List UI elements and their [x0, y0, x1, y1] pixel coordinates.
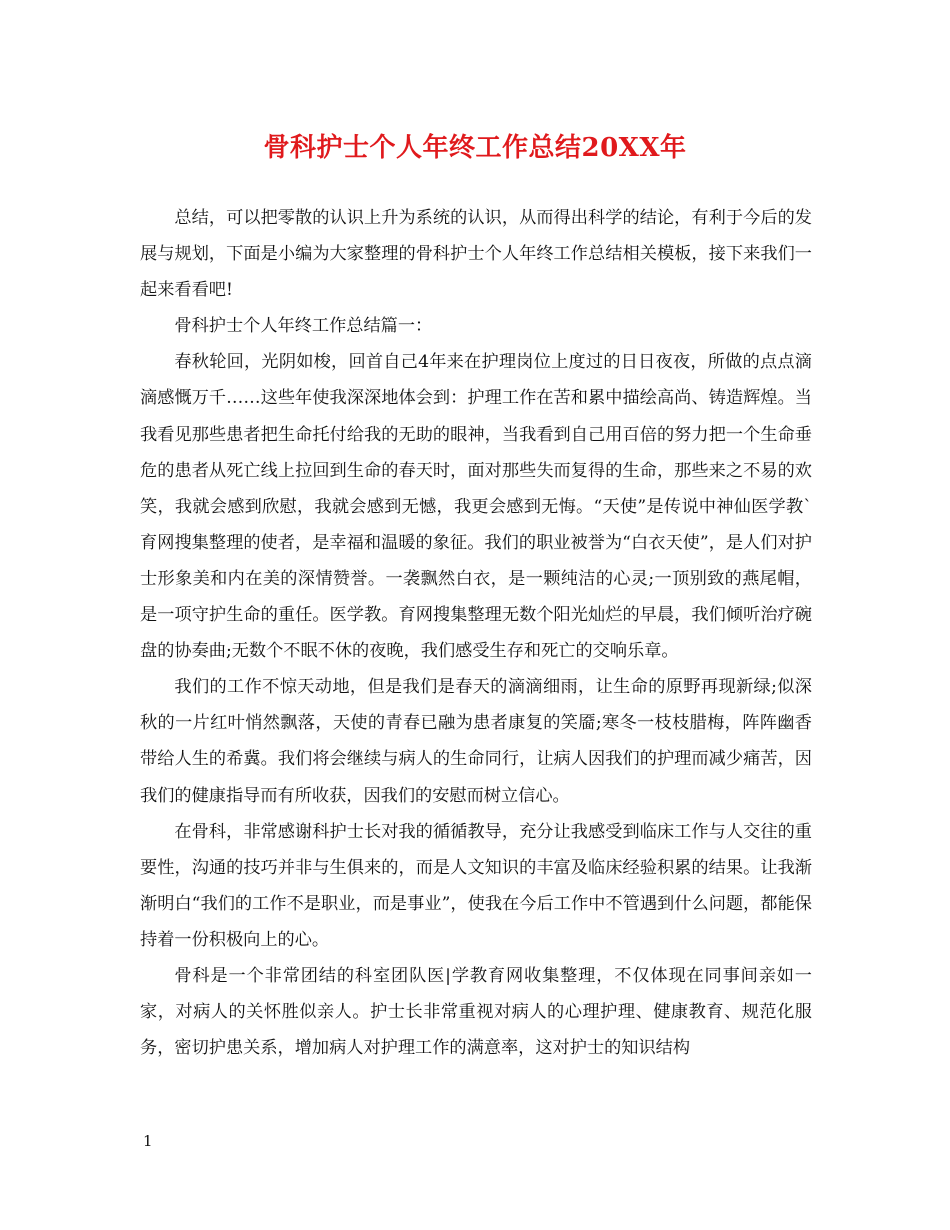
page-number: 1 — [143, 1132, 153, 1150]
document-body — [140, 200, 812, 1066]
paragraph: 骨科是一个非常团结的科室团队医|学教育网收集整理，不仅体现在同事间亲如一家，对病人的关怀胜似亲人。护士长非常重视对病人的心理护理、健康教育、规范化服务，密切护患关系，增加病人对护理工作的满意率，这对护士的知识结构 — [140, 965, 812, 1059]
paragraph: 春秋轮回，光阴如梭，回首自己4年来在护理岗位上度过的日日夜夜，所做的点点滴滴感慨万千……这些年使我深深地体会到：护理工作在苦和累中描绘高尚、铸造辉煌。当我看见那些患者把生命托付给我的无助的眼神，当我看到自己用百倍的努力把一个生命垂危的患者从死亡线上拉回到生命的春天时，面对那些失而复得的生命，那些来之不易的欢笑，我就会感到欣慰，我就会感到无憾，我更会感到无悔。“天使”是传说中神仙医学教`育网搜集整理的使者，是幸福和温暖的象征。我们的职业被誉为“白衣天使”，是人们对护士形象美和内在美的深情赞誉。一袭飘然白衣，是一颗纯洁的心灵;一顶别致的燕尾帽，是一项守护生命的重任。医学教。育网搜集整理无数个阳光灿烂的早晨，我们倾听治疗碗盘的协奏曲;无数个不眠不休的夜晚，我们感受生存和死亡的交响乐章。 — [140, 352, 812, 662]
section-heading: 骨科护士个人年终工作总结篇一： — [174, 316, 433, 337]
paragraph: 在骨科，非常感谢科护士长对我的循循教导，充分让我感受到临床工作与人交往的重要性，沟通的技巧并非与生俱来的，而是人文知识的丰富及临床经验积累的结果。让我渐渐明白“我们的工作不是职业，而是事业”，使我在今后工作中不管遇到什么问题，都能保持着一份积极向上的心。 — [140, 821, 812, 950]
document-title: 骨科护士个人年终工作总结20XX年 — [263, 133, 687, 163]
paragraph: 我们的工作不惊天动地，但是我们是春天的滴滴细雨，让生命的原野再现新绿;似深秋的一片红叶悄然飘落，天使的青春已融为患者康复的笑靥;寒冬一枝枝腊梅，阵阵幽香带给人生的希冀。我们将会继续与病人的生命同行，让病人因我们的护理而减少痛苦，因我们的健康指导而有所收获，因我们的安慰而树立信心。 — [140, 677, 812, 806]
paragraph-intro: 总结，可以把零散的认识上升为系统的认识，从而得出科学的结论，有利于今后的发展与规划，下面是小编为大家整理的骨科护士个人年终工作总结相关模板，接下来我们一起来看看吧! — [140, 208, 812, 301]
